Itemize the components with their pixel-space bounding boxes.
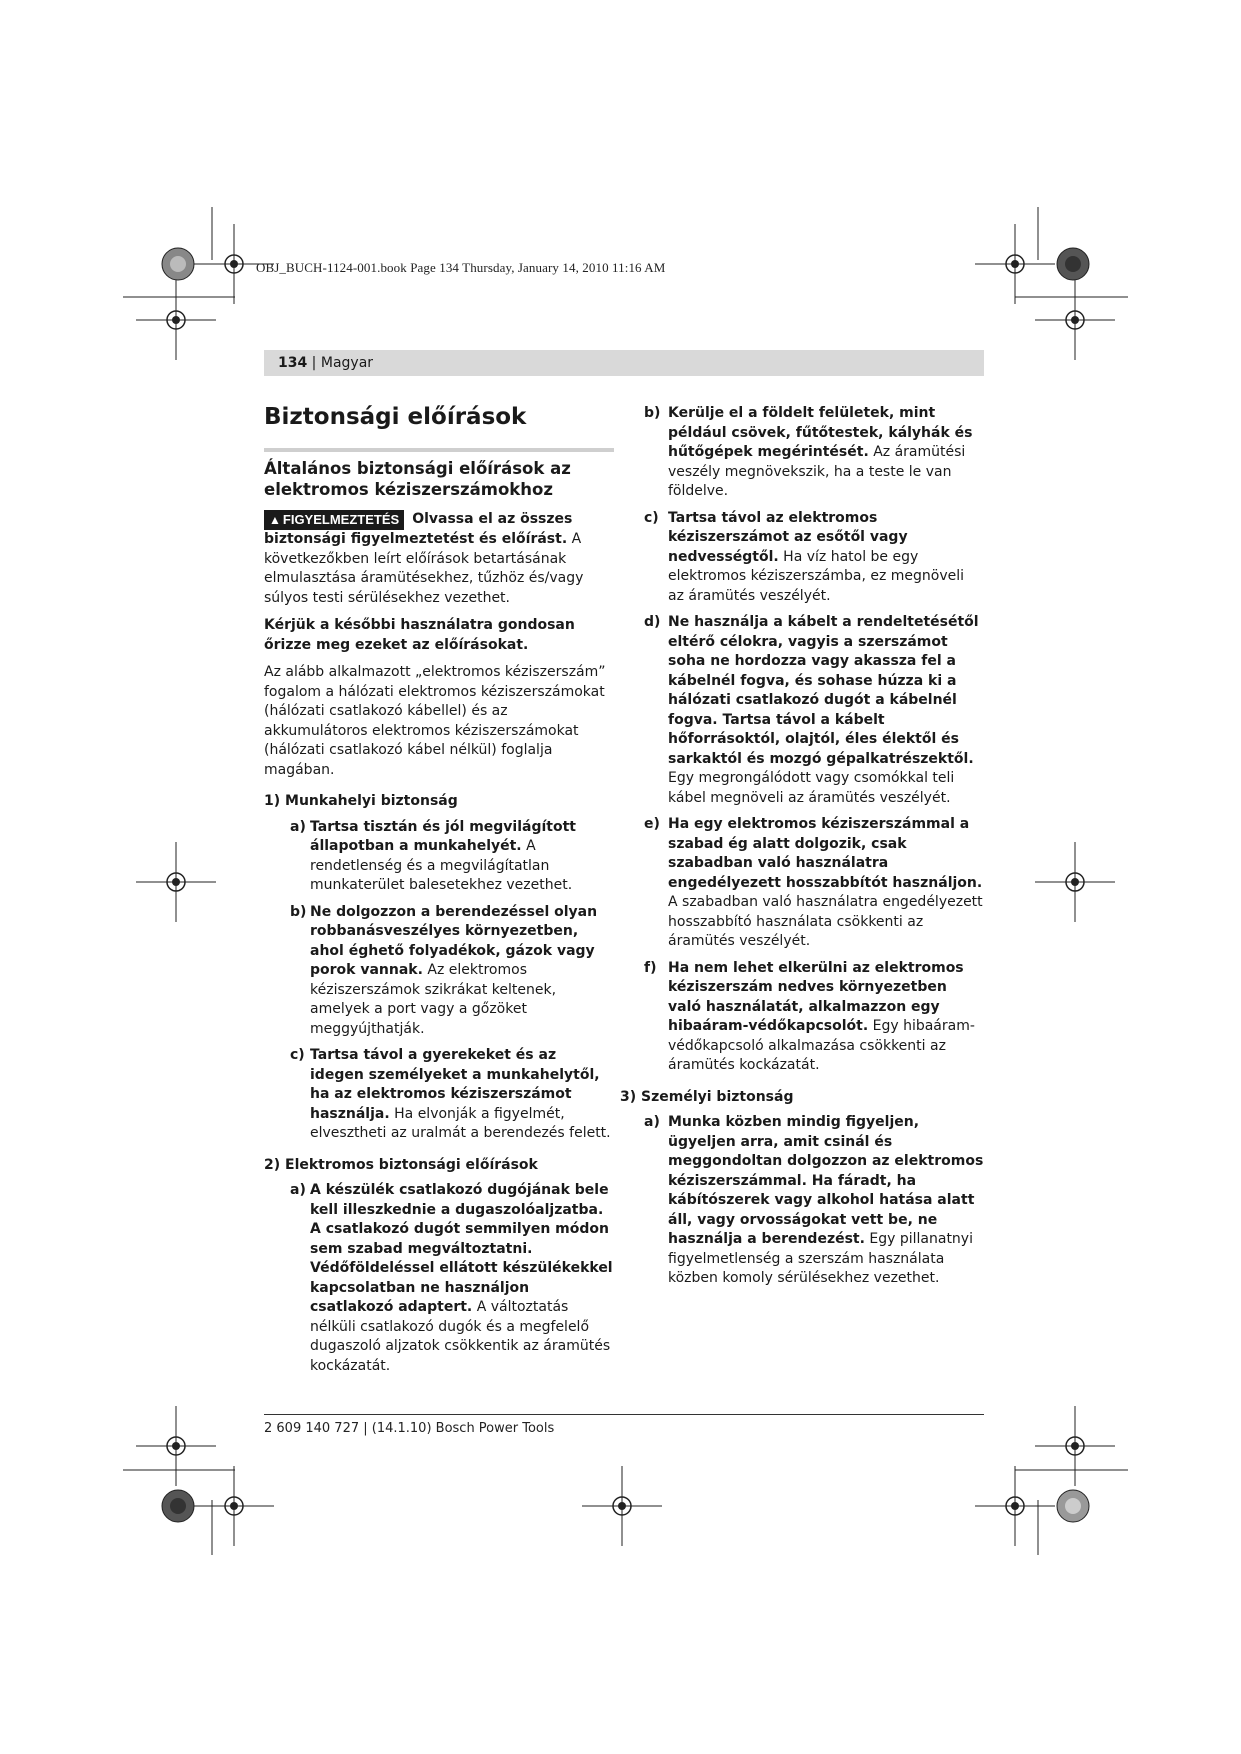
section-subtitle: Általános biztonsági előírások az elektromos kéziszerszámokhoz [264, 459, 571, 499]
list-item: a) Munka közben mindig figyeljen, ügyeljen arra, amit csinál és meggondoltan dolgozzon az elektromos kéziszerszámmal. Ha fáradt, ha kábítószerek vagy alkohol hatása alatt áll, vagy orvosságokat vett be, ne használja a berendezést. Egy pillanatnyi figyelmetlenség a szerszám használata közben komoly sérülésekhez vezethet. [644, 1114, 984, 1286]
list-item: a) A készülék csatlakozó dugójának bele kell illeszkednie a dugaszolóaljzatba. A csatlakozó dugót semmilyen módon sem szabad megváltoztatni. Védőföldeléssel ellátott készülékekkel kapcsolatban ne használjon csatlakozó adaptert. A változtatás nélküli csatlakozó dugók és a megfelelő dugaszoló aljzatok csökkentik az áramütés kockázatát. [290, 1182, 613, 1374]
page-language: Magyar [320, 355, 374, 371]
subtitle-rule [264, 448, 614, 452]
footer-text: 2 609 140 727 | (14.1.10) Bosch Power Tools [264, 1421, 555, 1436]
page-header-band [264, 350, 984, 376]
right-column [620, 404, 984, 1296]
warning-paragraph [264, 510, 614, 608]
list-item: b) Ne dolgozzon a berendezéssel olyan robbanásveszélyes környezetben, ahol éghető folyadékok, gázok vagy porok vannak. Az elektromos kéziszerszámok szikrákat keltenek, amelyek a port vagy a gőzöket meggyújthatják. [290, 903, 598, 1037]
footer-rule [264, 1414, 984, 1415]
section1-heading: 1) Munkahelyi biztonság [264, 793, 458, 809]
keep-note: Kérjük a későbbi használatra gondosan őrizze meg ezeket az előírásokat. [264, 617, 575, 653]
list-item: c) Tartsa távol a gyerekeket és az idegen személyeket a munkahelytől, ha az elektromos kéziszerszámot használja. Ha elvonják a figyelmét, elvesztheti az uralmát a berendezés felett. [290, 1047, 611, 1141]
list-item: d) Ne használja a kábelt a rendeltetésétől eltérő célokra, vagyis a szerszámot soha ne hordozza vagy akassza fel a kábelnél fogva, és sohase húzza ki a hálózati csatlakozó dugót a kábelnél fogva. Tartsa távol a kábelt hőforrásoktól, olajtól, éles élektől és sarkaktól és mozgó gépalkatrészektől. Egy megrongálódott vagy csomókkal teli kábel megnöveli az áramütés veszélyét. [644, 614, 979, 806]
list-item: c) Tartsa távol az elektromos kéziszerszámot az esőtől vagy nedvességtől. Ha víz hatol be egy elektromos kéziszerszámba, ez megnöveli az áramütés veszélyét. [644, 509, 965, 604]
section3-heading: 3) Személyi biztonság [620, 1088, 794, 1105]
list-item: a) Tartsa tisztán és jól megvilágított állapotban a munkahelyét. A rendetlenség és a megvilágítatlan munkaterület balesetekhez vezethet. [290, 818, 576, 893]
section2-list [264, 1181, 614, 1376]
header-separator: | [307, 355, 321, 371]
warning-label: FIGYELMEZTETÉS [282, 512, 400, 527]
warning-bold: Olvassa el az összes biztonsági figyelmeztetést és előírást. [264, 511, 573, 547]
list-item: e) Ha egy elektromos kéziszerszámmal a szabad ég alatt dolgozik, csak szabadban való használatra engedélyezett hosszabbítót használjon. A szabadban való használatra engedélyezett hosszabbító használata csökkenti az áramütés veszélyét. [644, 816, 983, 949]
left-column [264, 402, 614, 1383]
section1-list [264, 818, 614, 1144]
definition-paragraph: Az alább alkalmazott „elektromos kéziszerszám” fogalom a hálózati elektromos kéziszerszámokat (hálózati csatlakozó kábellel) és az akkumulátoros elektromos kéziszerszámokat (hálózati csatlakozó kábel nélkül) foglalja magában. [264, 664, 606, 778]
book-header-line: OBJ_BUCH-1124-001.book Page 134 Thursday, January 14, 2010 11:16 AM [256, 260, 666, 275]
warning-triangle-icon: ▲ [269, 513, 281, 527]
list-item: f) Ha nem lehet elkerülni az elektromos kéziszerszám nedves környezetben való használatát, alkalmazzon egy hibaáram-védőkapcsolót. Egy hibaáram-védőkapcsoló alkalmazása csökkenti az áramütés kockázatát. [644, 959, 975, 1073]
section2-heading: 2) Elektromos biztonsági előírások [264, 1156, 538, 1173]
warning-text: A következőkben leírt előírások betartásának elmulasztása áramütésekhez, tűzhöz és/vagy súlyos testi sérülésekhez vezethet. [264, 531, 584, 606]
page-title: Biztonsági előírások [264, 404, 527, 430]
list-item: b) Kerülje el a földelt felületek, mint például csövek, fűtőtestek, kályhák és hűtőgépek megérintését. Az áramütési veszély megnövekszik, ha a teste le van földelve. [644, 405, 973, 499]
warning-badge [264, 510, 404, 530]
section3-list [644, 1113, 984, 1289]
page-number: 134 [278, 355, 308, 371]
